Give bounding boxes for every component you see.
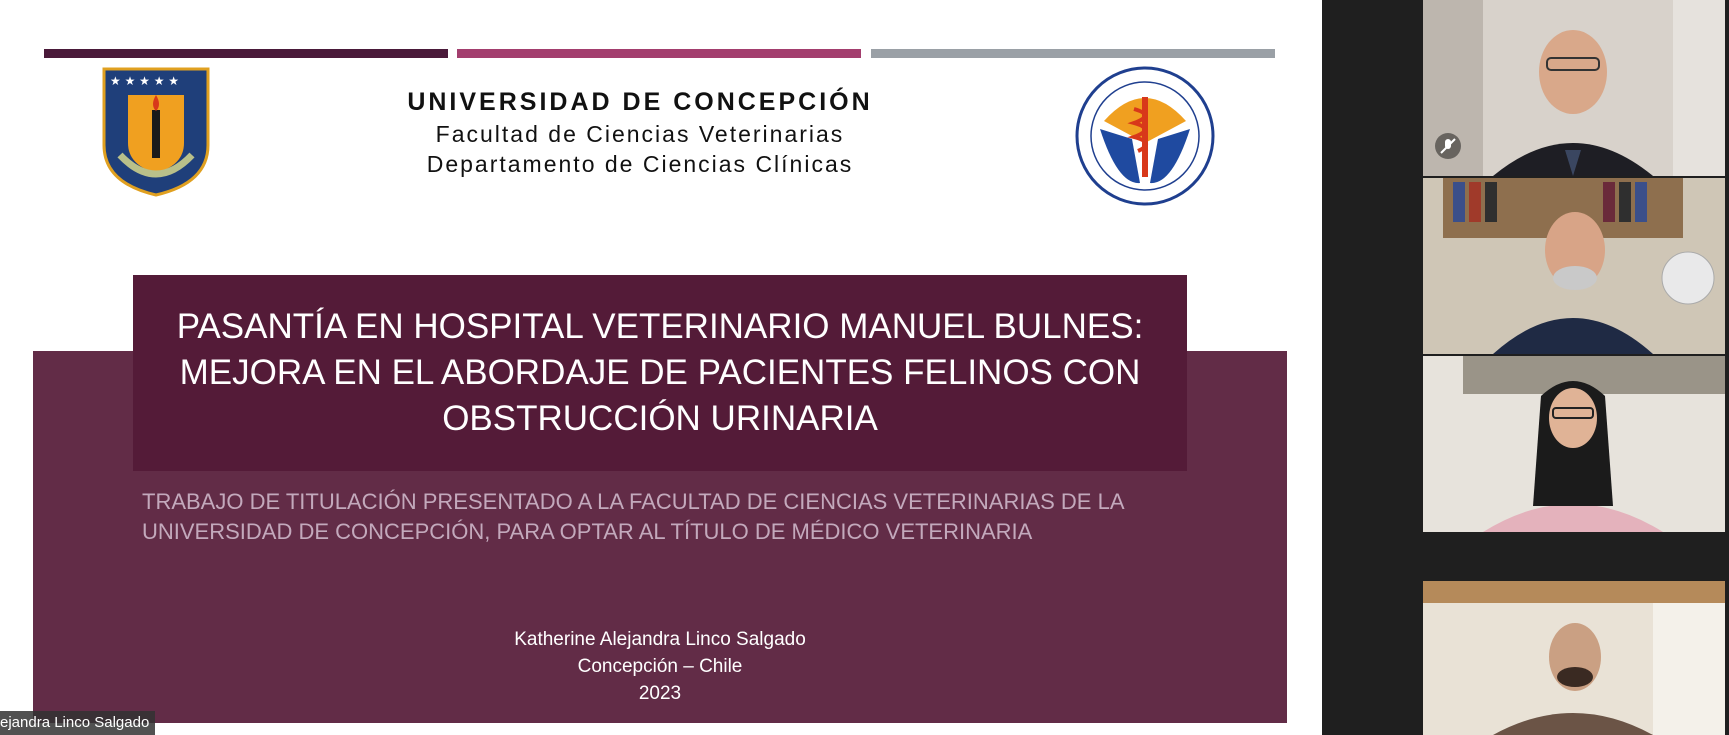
faculty-seal-logo xyxy=(1074,65,1217,208)
slide-title: PASANTÍA EN HOSPITAL VETERINARIO MANUEL BULNES: MEJORA EN EL ABORDAJE DE PACIENTES FELINOS CON OBSTRUCCIÓN URINARIA xyxy=(176,307,1144,438)
participant-video-3[interactable] xyxy=(1423,356,1725,532)
author-block xyxy=(460,626,860,707)
presenter-name-tag: ejandra Linco Salgado xyxy=(0,711,155,735)
author-name: Katherine Alejandra Linco Salgado xyxy=(514,629,806,650)
university-name: UNIVERSIDAD DE CONCEPCIÓN xyxy=(407,88,873,116)
svg-text:★ ★ ★ ★ ★: ★ ★ ★ ★ ★ xyxy=(110,74,180,88)
university-crest-logo xyxy=(100,65,212,198)
decor-bar-dark xyxy=(44,49,448,58)
author-year: 2023 xyxy=(638,683,682,704)
participant-video-2[interactable] xyxy=(1423,178,1725,354)
microphone-muted-icon xyxy=(1435,133,1461,159)
department-name: Departamento de Ciencias Clínicas xyxy=(426,151,854,177)
slide-title-box xyxy=(133,275,1187,471)
decor-bar-gray xyxy=(871,49,1275,58)
participant-video-4[interactable] xyxy=(1423,581,1725,735)
decor-bar-magenta xyxy=(457,49,861,58)
faculty-name: Facultad de Ciencias Veterinarias xyxy=(435,121,845,147)
author-location: Concepción – Chile xyxy=(577,656,743,677)
slide-subtitle: TRABAJO DE TITULACIÓN PRESENTADO A LA FACULTAD DE CIENCIAS VETERINARIAS DE LA UNIVERSIDAD DE CONCEPCIÓN, PARA OPTAR AL TÍTULO DE MÉDICO VETERINARIA xyxy=(142,489,1125,544)
participant-video-1[interactable] xyxy=(1423,0,1725,176)
